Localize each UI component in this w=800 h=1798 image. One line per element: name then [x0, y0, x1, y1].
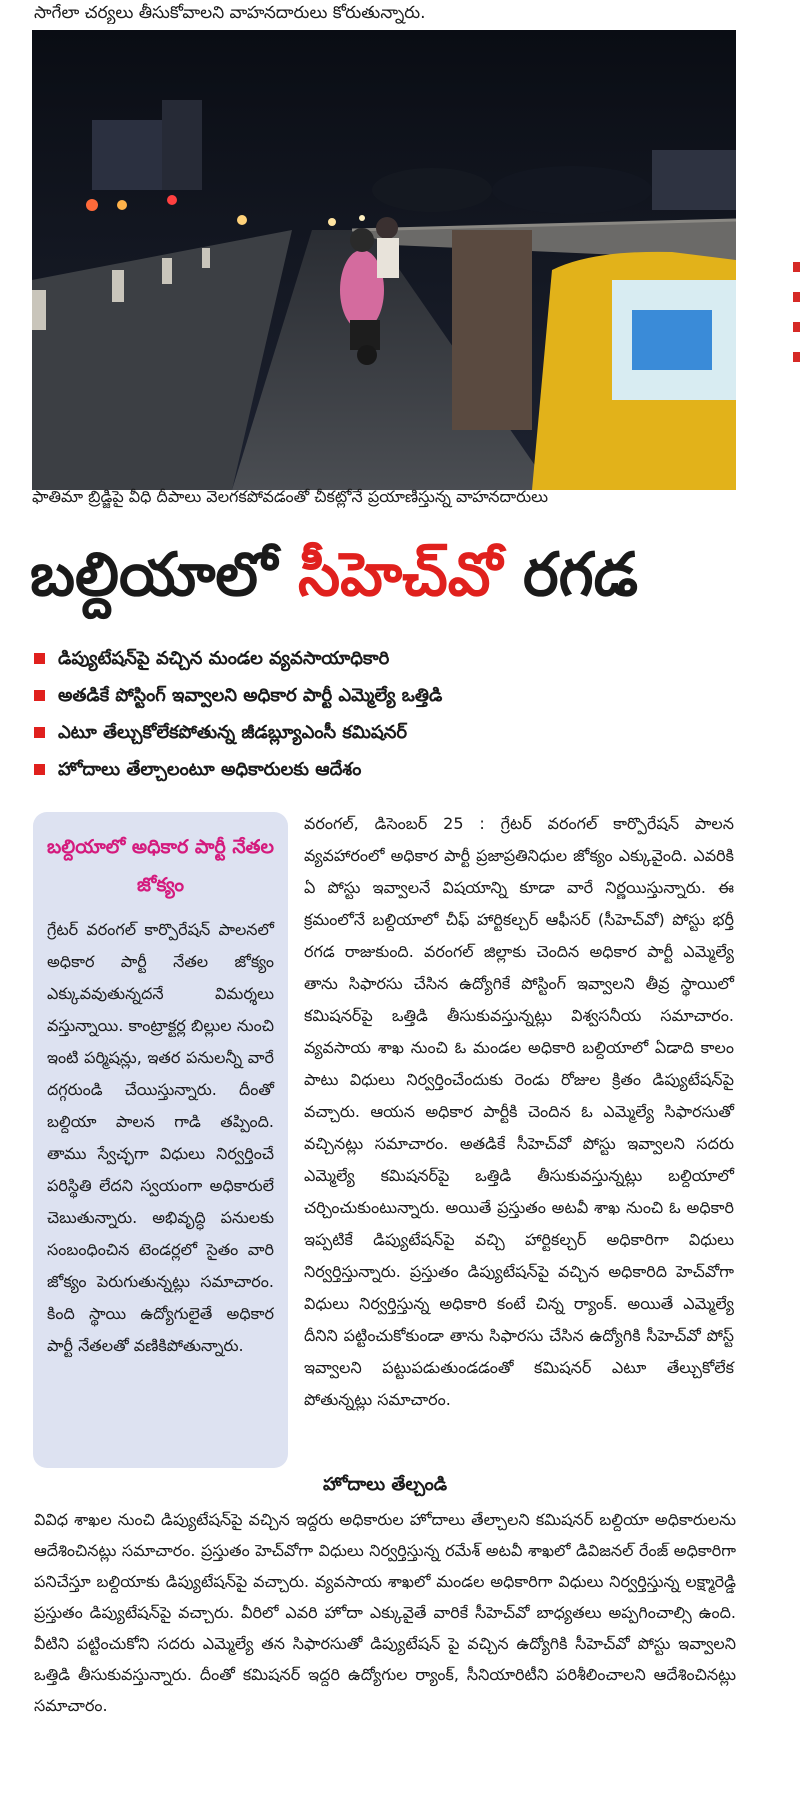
adjacent-page-mark: [793, 322, 800, 332]
adjacent-page-mark: [793, 262, 800, 272]
photo-illustration: [32, 30, 736, 490]
headline-part-1: బల్దియాలో: [30, 540, 278, 610]
main-article-body: వరంగల్, డిసెంబర్ 25 : గ్రేటర్ వరంగల్ కార్పొరేషన్ పాలన వ్యవహారంలో అధికార పార్టీ ప్రజాప్రతినిధుల జోక్యం ఎక్కువైంది. ఎవరికి ఏ పోస్టు ఇవ్వాలనే విషయాన్ని కూడా వారే నిర్ణయిస్తున్నారు. ఈ క్రమంలోనే బల్దియాలో చీఫ్ హార్టికల్చర్ ఆఫీసర్ (సీహెచ్‌వో) పోస్టు భర్తీ రగడ రాజుకుంది. వరంగల్ జిల్లాకు చెందిన అధికార పార్టీ ఎమ్మెల్యే తాను సిఫారసు చేసిన ఉద్యోగికే పోస్టింగ్ ఇవ్వాలని తీవ్ర స్థాయిలో కమిషనర్‌పై ఒత్తిడి తీసుకువస్తున్నట్లు విశ్వసనీయ సమాచారం. వ్యవసాయ శాఖ నుంచి ఓ మండల అధికారి బల్దియాలో ఏడాది కాలం పాటు విధులు నిర్వర్తించేందుకు రెండు రోజుల క్రితం డిప్యుటేషన్‌పై వచ్చారు. ఆయన అధికార పార్టీకి చెందిన ఓ ఎమ్మెల్యే సిఫారసుతో వచ్చినట్లు సమాచారం. అతడికే సీహెచ్‌వో పోస్టు ఇవ్వాలని సదరు ఎమ్మెల్యే కమిషనర్‌పై ఒత్తిడి తీసుకువస్తున్నట్లు బల్దియాలో చర్చించుకుంటున్నారు. అయితే ప్రస్తుతం అటవీ శాఖ నుంచి ఓ అధికారి ఇప్పటికే డిప్యుటేషన్‌పై వచ్చి హార్టికల్చర్ అధికారిగా విధులు నిర్వర్తిస్తున్నారు. ప్రస్తుతం డిప్యుటేషన్‌పై వచ్చిన అధికారిది హెచ్‌వోగా విధులు నిర్వర్తిస్తున్న అధికారి కంటే చిన్న ర్యాంక్. అయితే ఎమ్మెల్యే దీనిని పట్టించుకోకుండా తాను సిఫారసు చేసిన ఉద్యోగికి సీహెచ్‌వో పోస్ట్ ఇవ్వాలని పట్టుపడుతుండడంతో కమిషనర్ ఎటూ తేల్చుకోలేక పోతున్నట్లు సమాచారం.: [304, 814, 734, 1409]
sidebar-body: గ్రేటర్ వరంగల్ కార్పొరేషన్ పాలనలో అధికార పార్టీ నేతల జోక్యం ఎక్కువవుతున్నదనే విమర్శలు వస్తున్నాయి. కాంట్రాక్టర్ల బిల్లుల నుంచి ఇంటి పర్మిషన్లు, ఇతర పనులన్నీ వారే దగ్గరుండి చేయిస్తున్నారు. దీంతో బల్దియా పాలన గాడి తప్పింది. తాము స్వేచ్ఛగా విధులు నిర్వర్తించే పరిస్థితి లేదని స్వయంగా అధికారులే చెబుతున్నారు. అభివృద్ధి పనులకు సంబంధించిన టెండర్లలో సైతం వారి జోక్యం పెరుగుతున్నట్లు సమాచారం. కింది స్థాయి ఉద్యోగులైతే అధికార పార్టీ నేతలతో వణికిపోతున్నారు.: [47, 920, 274, 1355]
sidebar-title: బల్దియాలో అధికార పార్టీ నేతల జోక్యం: [47, 836, 274, 896]
bullet-item: అతడికే పోస్టింగ్ ఇవ్వాలని అధికార పార్టీ ఎమ్మెల్యే ఒత్తిడి: [30, 677, 730, 714]
bullet-item: డిప్యుటేషన్‌పై వచ్చిన మండల వ్యవసాయాధికారి: [30, 640, 730, 677]
adjacent-page-mark: [793, 352, 800, 362]
article-subheading: హోదాలు తేల్చండి: [322, 1474, 448, 1495]
sidebar-box: [33, 812, 288, 1468]
headline-part-3: రగడ: [523, 540, 639, 610]
photo-caption: ఫాతిమా బ్రిడ్జిపై వీధి దీపాలు వెలగకపోవడంతో చీకట్లోనే ప్రయాణిస్తున్న వాహనదారులు: [32, 487, 549, 506]
bullet-item: హోదాలు తేల్చాలంటూ అధికారులకు ఆదేశం: [30, 751, 730, 788]
previous-article-last-line: సాగేలా చర్యలు తీసుకోవాలని వాహనదారులు కోరుతున్నారు.: [34, 3, 426, 23]
headline-part-2: సీహెచ్‌వో: [298, 540, 503, 610]
sub-headline-bullets: [30, 640, 730, 788]
bottom-article-body: వివిధ శాఖల నుంచి డిప్యుటేషన్‌పై వచ్చిన ఇద్దరు అధికారుల హోదాలు తేల్చాలని కమిషనర్ బల్దియా అధికారులను ఆదేశించినట్లు సమాచారం. ప్రస్తుతం హెచ్‌వోగా విధులు నిర్వర్తిస్తున్న రమేశ్ అటవీ శాఖలో డివిజనల్ రేంజ్ అధికారిగా పనిచేస్తూ బల్దియాకు డిప్యుటేషన్‌పై వచ్చారు. వ్యవసాయ శాఖలో మండల అధికారిగా విధులు నిర్వర్తిస్తున్న లక్ష్మారెడ్డి ప్రస్తుతం డిప్యుటేషన్‌పై వచ్చారు. వీరిలో ఎవరి హోదా ఎక్కువైతే వారికే సీహెచ్‌వో బాధ్యతలు అప్పగించాల్సి ఉంది. వీటిని పట్టించుకోని సదరు ఎమ్మెల్యే తన సిఫారసుతో డిప్యుటేషన్ పై వచ్చిన ఉద్యోగికి సీహెచ్‌వో పోస్టు ఇవ్వాలని ఒత్తిడి తీసుకువస్తున్నారు. దీంతో కమిషనర్ ఇద్దరి ఉద్యోగుల ర్యాంక్, సీనియారిటీని పరిశీలించాలని ఆదేశించినట్లు సమాచారం.: [34, 1510, 736, 1715]
article-headline: [30, 525, 750, 625]
bullet-item: ఎటూ తేల్చుకోలేకపోతున్న జీడబ్ల్యూఎంసీ కమిషనర్: [30, 714, 730, 751]
adjacent-page-mark: [793, 292, 800, 302]
news-photo-bridge-night: [32, 30, 736, 490]
